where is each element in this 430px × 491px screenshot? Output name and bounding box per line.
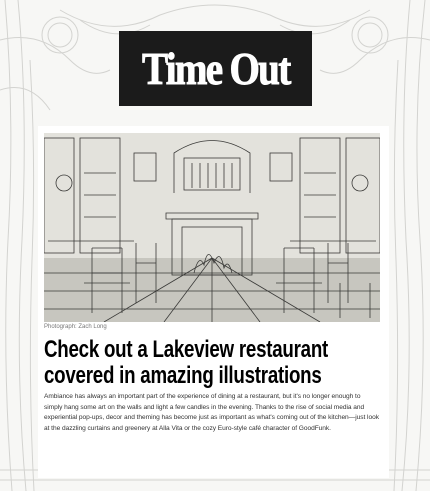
article-card — [38, 126, 389, 478]
illustrated-restaurant-photo — [44, 133, 380, 322]
article-headline[interactable]: Check out a Lakeview restaurant covered in amazing illustrations — [44, 336, 329, 389]
photo-credit: Photograph: Zach Long — [44, 324, 107, 330]
logo-text: Time Out — [141, 42, 290, 94]
time-out-logo[interactable] — [119, 31, 312, 106]
article-photo — [44, 133, 380, 322]
article-body: Ambiance has always an important part of the experience of dining at a restaurant, but it's no longer enough to simply hang some art on the walls and light a few candles in the evening. Thanks to the rise of social media and experiential pop-ups, decor and theming has become just as important as what's coming out of the kitchen—just look at the dazzling curtains and greenery at Alla Vita or the cozy Euro-style café character of GoodFunk. — [44, 393, 379, 432]
